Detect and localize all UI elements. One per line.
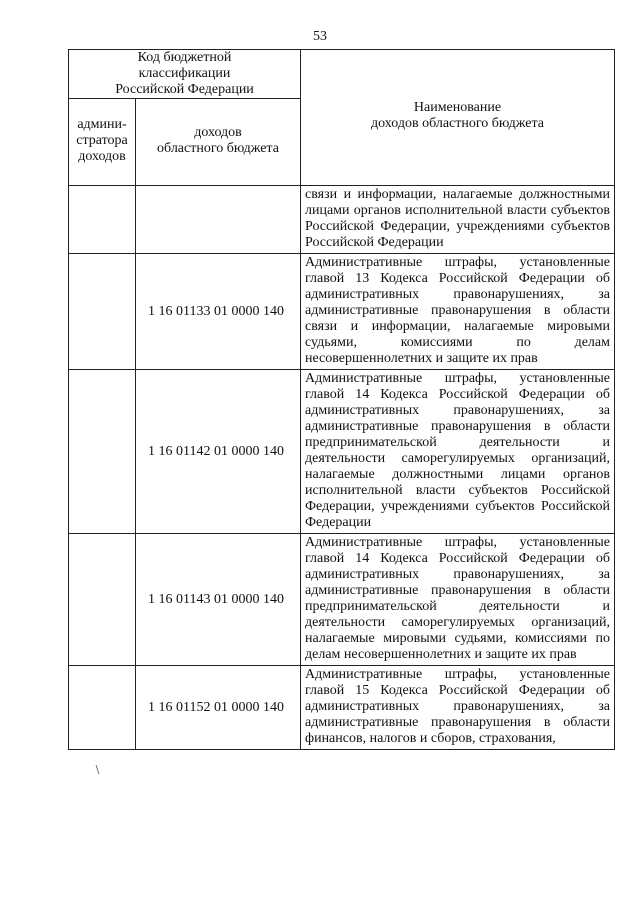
header-name-line-2: доходов областного бюджета: [371, 115, 544, 131]
header-admin-line-1: админи-: [77, 117, 127, 132]
admin-cell: [69, 666, 136, 750]
header-income-code: [136, 99, 301, 186]
header-income-name: [301, 50, 615, 186]
income-name: связи и информации, налагаемые должностными лицами органов исполнительной власти субъектов Российской Федерации, учреждениями субъектов Российской Федерации: [305, 187, 610, 250]
header-group-line-1: Код бюджетной: [137, 50, 232, 65]
code-cell: [136, 186, 301, 254]
income-name: Административные штрафы, установленные главой 13 Кодекса Российской Федерации об административных правонарушениях, за административные правонарушения в области связи и информации, налагаемые мировыми судьями, комиссиями по делам несовершеннолетних и защите их прав: [305, 255, 610, 366]
income-name: Административные штрафы, установленные главой 15 Кодекса Российской Федерации об административных правонарушениях, за административные правонарушения в области финансов, налогов и сборов, страхования,: [305, 667, 610, 746]
income-code: 1 16 01152 01 0000 140: [148, 699, 284, 715]
name-cell: [301, 534, 615, 666]
admin-cell: [69, 186, 136, 254]
header-group-line-3: Российской Федерации: [115, 82, 254, 97]
admin-cell: [69, 534, 136, 666]
code-cell: [136, 534, 301, 666]
header-name-line-1: Наименование: [413, 99, 502, 115]
income-name: Административные штрафы, установленные главой 14 Кодекса Российской Федерации об административных правонарушениях, за административные правонарушения в области предпринимательской деятельности и деятельности саморегулируемых организаций, налагаемые должностными лицами органов исполнительной власти субъектов Российской Федерации, учреждениями субъектов Российской Федерации: [305, 371, 610, 530]
table-row: [69, 666, 615, 750]
name-cell: [301, 254, 615, 370]
header-code-line-2: областного бюджета: [157, 141, 279, 156]
header-administrator: [69, 99, 136, 186]
name-cell: [301, 370, 615, 534]
table-row: [69, 534, 615, 666]
code-cell: [136, 666, 301, 750]
header-admin-line-2: стратора: [76, 133, 128, 148]
budget-classification-table: [68, 49, 615, 750]
income-name: Административные штрафы, установленные главой 14 Кодекса Российской Федерации об административных правонарушениях, за административные правонарушения в области предпринимательской деятельности и деятельности саморегулируемых организаций, налагаемые мировыми судьями, комиссиями по делам несовершеннолетних и защите их прав: [305, 535, 610, 662]
code-cell: [136, 254, 301, 370]
page-number: 53: [313, 29, 327, 44]
table-row: [69, 254, 615, 370]
code-cell: [136, 370, 301, 534]
income-code: 1 16 01143 01 0000 140: [148, 591, 284, 607]
income-code: 1 16 01142 01 0000 140: [148, 443, 284, 459]
header-code-line-1: доходов: [194, 125, 242, 140]
admin-cell: [69, 254, 136, 370]
name-cell: [301, 186, 615, 254]
table-row: [69, 186, 615, 254]
name-cell: [301, 666, 615, 750]
header-admin-line-3: доходов: [78, 149, 126, 164]
header-group-line-2: классификации: [138, 66, 231, 81]
table-row: [69, 370, 615, 534]
header-row-group: [69, 50, 615, 99]
header-budget-classification-code: [69, 50, 301, 99]
income-code: 1 16 01133 01 0000 140: [148, 303, 284, 319]
admin-cell: [69, 370, 136, 534]
scan-mark-decoration: [95, 764, 101, 776]
